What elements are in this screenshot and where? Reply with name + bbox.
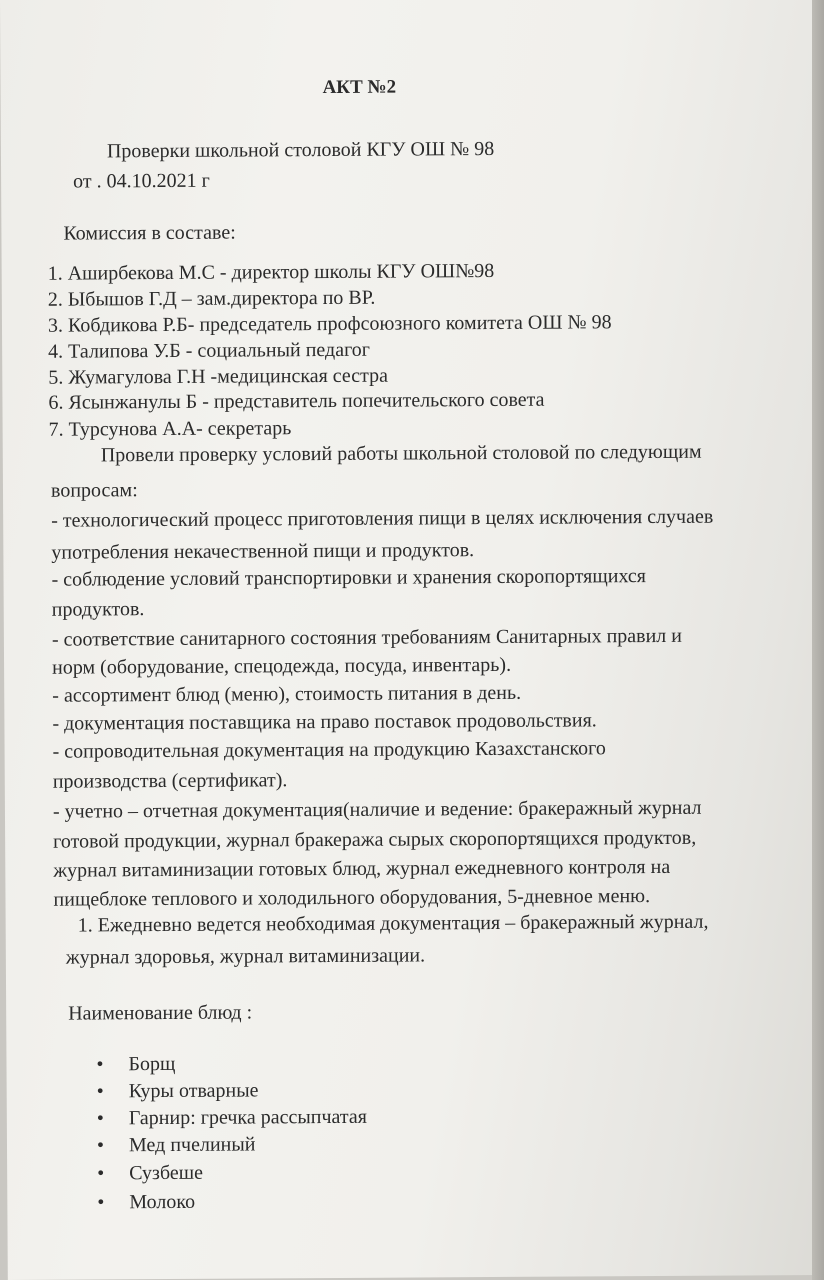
list-item	[97, 1161, 204, 1185]
body-line: - сопроводительная документация на продукцию Казахстанского	[52, 737, 606, 763]
list-item	[97, 1190, 196, 1214]
dish-name: Куры отварные	[128, 1079, 259, 1103]
list-item	[96, 1105, 367, 1130]
body-line: журнал здоровья, журнал витаминизации.	[65, 944, 426, 969]
dish-name: Борщ	[128, 1052, 176, 1076]
body-line: Провели проверку условий работы школьной столовой по следующим	[100, 440, 702, 467]
bullet-icon: •	[96, 1134, 105, 1157]
body-line: готовой продукции, журнал бракеража сырых скоропортящихся продуктов,	[53, 826, 697, 853]
member-item: 7. Турсунова А.А- секретарь	[48, 417, 292, 441]
act-date: от . 04.10.2021 г	[73, 169, 210, 193]
commission-heading: Комиссия в составе:	[63, 221, 236, 245]
dish-name: Молоко	[129, 1190, 196, 1214]
body-line: - технологический процесс приготовления пищи в целях исключения случаев	[51, 505, 714, 532]
body-line: вопросам:	[50, 479, 138, 502]
body-line: - соответствие санитарного состояния требованиям Санитарных правил и	[51, 624, 683, 651]
bullet-icon: •	[96, 1053, 104, 1076]
body-line: - учетно – отчетная документация(наличие и ведение: бракеражный журнал	[52, 796, 702, 823]
member-item: 6. Ясынжанулы Б - представитель попечительского совета	[48, 388, 545, 414]
body-line: 1. Ежедневно ведется необходимая документация – бракеражный журнал,	[77, 910, 709, 937]
dish-name: Гарнир: гречка рассыпчатая	[128, 1105, 367, 1130]
body-line: - соблюдение условий транспортировки и хранения скоропортящихся	[51, 565, 647, 591]
body-line: производства (сертификат).	[52, 769, 288, 793]
body-line: употребления некачественной пищи и продуктов.	[51, 539, 475, 564]
list-item	[96, 1132, 256, 1157]
act-subtitle: Проверки школьной столовой КГУ ОШ № 98	[106, 137, 495, 163]
member-item: 1. Аширбекова М.С - директор школы КГУ ОШ№98	[47, 259, 495, 285]
member-item: 3. Кобдикова Р.Б- председатель профсоюзного комитета ОШ № 98	[47, 311, 612, 337]
list-item	[96, 1052, 176, 1076]
body-line: журнал витаминизации готовых блюд, журнал ежедневного контроля на	[53, 855, 671, 882]
bullet-icon: •	[97, 1162, 105, 1185]
bullet-icon: •	[96, 1080, 104, 1103]
body-line: норм (оборудование, спецодежда, посуда, инвентарь).	[52, 653, 512, 679]
bullet-icon: •	[97, 1191, 105, 1214]
member-item: 5. Жумагулова Г.Н -медицинская сестра	[48, 364, 389, 389]
body-line: - документация поставщика на право поставок продовольствия.	[52, 709, 597, 735]
page-edge-shadow	[812, 0, 824, 1280]
member-item: 2. Ыбышов Г.Д – зам.директора по ВР.	[47, 286, 376, 311]
member-item: 4. Талипова У.Б - социальный педагог	[48, 338, 371, 363]
dish-name: Сузбеше	[129, 1161, 204, 1185]
act-title: АКТ №2	[322, 76, 397, 99]
list-item	[96, 1078, 259, 1103]
body-line: - ассортимент блюд (меню), стоимость питания в день.	[52, 681, 522, 707]
body-line: пищеблоке теплового и холодильного оборудования, 5-дневное меню.	[53, 885, 651, 911]
dishes-heading: Наименование блюд :	[68, 1001, 253, 1025]
body-line: продуктов.	[51, 598, 145, 621]
dish-name: Мед пчелиный	[128, 1133, 256, 1157]
bullet-icon: •	[96, 1107, 104, 1130]
